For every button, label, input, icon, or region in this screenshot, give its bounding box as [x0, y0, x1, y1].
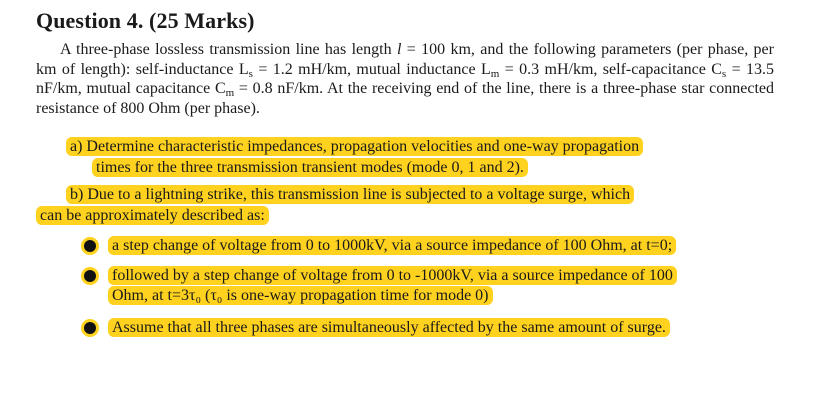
lm-subscript: m: [490, 67, 500, 80]
bullet-dot-icon: [84, 270, 96, 282]
bullet-text-line2: Ohm, at t=3τ₀ (τ₀ is one-way propagation time for mode 0): [108, 286, 493, 305]
bullet-dot-icon: [84, 322, 96, 334]
part-b: [36, 184, 756, 226]
cm-subscript: m: [225, 87, 235, 100]
bullet-text: a step change of voltage from 0 to 1000kV, via a source impedance of 100 Ohm, at t=0;: [108, 236, 676, 255]
bullet-dot-icon: [84, 240, 96, 252]
bullet-item: [84, 266, 784, 306]
intro-text-3: = 1.2 mH/km, mutual inductance L: [252, 60, 491, 78]
intro-text-1: A three-phase lossless transmission line has length: [60, 41, 397, 58]
ls-subscript: s: [248, 67, 253, 80]
intro-text-4: = 0.3 mH/km, self-capacitance C: [499, 60, 722, 78]
length-symbol: l: [396, 41, 402, 58]
question-intro: [36, 40, 774, 118]
part-a: [66, 136, 746, 178]
part-b-line2: can be approximately described as:: [36, 206, 269, 225]
intro-text-6: = 0.8 nF/km. At the receiving end of the line, there is a three-phase star connected resistance of 800 Ohm (per phase).: [36, 80, 775, 117]
bullet-item: [84, 236, 784, 256]
cs-subscript: s: [721, 67, 727, 80]
bullet-item: [84, 318, 784, 338]
part-a-line2: times for the three transmission transient modes (mode 0, 1 and 2).: [92, 158, 528, 177]
bullet-text: Assume that all three phases are simultaneously affected by the same amount of surge.: [108, 318, 670, 337]
part-a-line1: a) Determine characteristic impedances, propagation velocities and one-way propagation: [66, 137, 643, 156]
intro-text-2: = 100 km, and the following parameters (per phase, per km of length): self-inductance L: [36, 41, 774, 78]
bullet-text-line1: followed by a step change of voltage from 0 to -1000kV, via a source impedance of 100: [108, 266, 677, 285]
question-title: Question 4. (25 Marks): [36, 8, 255, 33]
intro-text-5: = 13.5 nF/km, mutual capacitance C: [36, 60, 775, 98]
surge-bullet-list: [84, 236, 784, 338]
part-b-line1: b) Due to a lightning strike, this transmission line is subjected to a voltage surge, which: [66, 185, 634, 204]
